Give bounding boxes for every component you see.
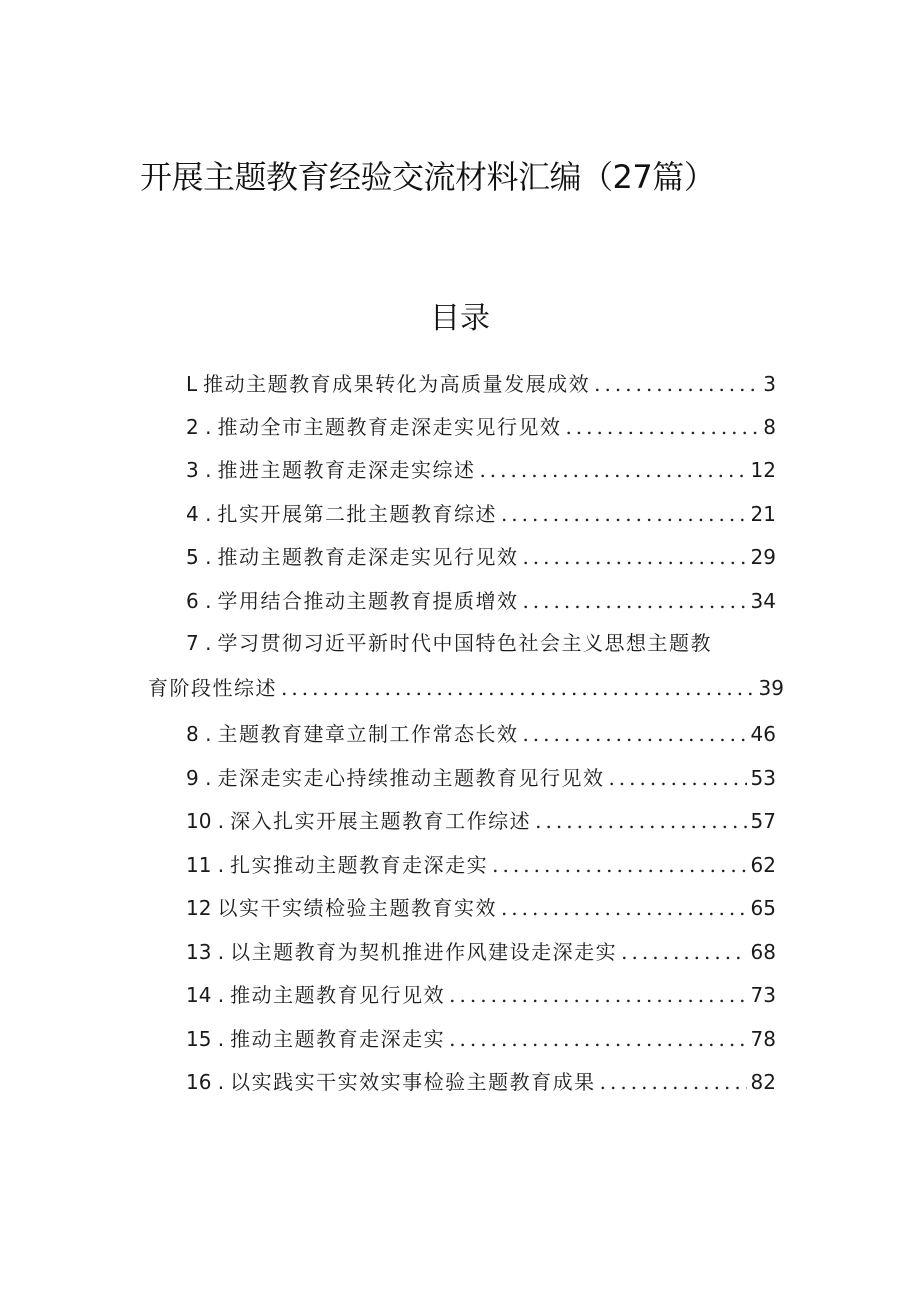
- toc-entry-title: 以实干实绩检验主题教育实效: [217, 896, 497, 920]
- toc-dot-leader: [535, 809, 746, 833]
- toc-dot-leader: [522, 545, 746, 569]
- toc-entry-title: 深入扎实开展主题教育工作综述: [230, 809, 532, 833]
- toc-entry-number: 7 .: [186, 631, 212, 655]
- toc-entry-number: 12: [186, 896, 212, 920]
- toc-dot-leader: [479, 458, 746, 482]
- toc-entry-number: 6 .: [186, 589, 212, 613]
- toc-entry-page: 78: [750, 1027, 776, 1051]
- toc-entry-title: 推动主题教育走深走实: [230, 1027, 446, 1051]
- toc-entry-3[interactable]: [186, 454, 776, 484]
- toc-entry-14[interactable]: [186, 979, 776, 1009]
- toc-entry-2[interactable]: [186, 411, 776, 441]
- toc-entry-number: 16 .: [186, 1070, 225, 1094]
- toc-entry-title: 推动主题教育成果转化为高质量发展成效: [203, 372, 591, 396]
- toc-dot-leader: [281, 676, 755, 700]
- toc-entry-5[interactable]: [186, 541, 776, 571]
- toc-dot-leader: [449, 983, 746, 1007]
- toc-entry-10[interactable]: [186, 805, 776, 835]
- toc-entry-page: 73: [750, 983, 776, 1007]
- toc-entry-title: 扎实推动主题教育走深走实: [230, 853, 489, 877]
- toc-dot-leader: [522, 589, 746, 613]
- toc-dot-leader: [621, 940, 746, 964]
- toc-dot-leader: [594, 372, 759, 396]
- toc-entry-number: 3 .: [186, 458, 212, 482]
- toc-dot-leader: [449, 1027, 746, 1051]
- toc-entry-number: 9 .: [186, 766, 212, 790]
- toc-dot-leader: [600, 1070, 747, 1094]
- toc-heading: 目录: [430, 301, 490, 336]
- toc-entry-page: 62: [750, 853, 776, 877]
- toc-entry-title: 推动主题教育走深走实见行见效: [217, 545, 519, 569]
- toc-entry-7[interactable]: [186, 627, 712, 656]
- toc-entry-number: 8 .: [186, 722, 212, 746]
- toc-entry-title: 推动主题教育见行见效: [230, 983, 446, 1007]
- toc-entry-page: 57: [750, 809, 776, 833]
- toc-entry-11[interactable]: [186, 849, 776, 879]
- toc-entry-8[interactable]: [186, 718, 776, 748]
- toc-entry-page: 53: [750, 766, 776, 790]
- toc-entry-number: 4 .: [186, 502, 212, 526]
- toc-entry-number: 5 .: [186, 545, 212, 569]
- toc-entry-page: 39: [758, 676, 784, 700]
- toc-entry-title: 以主题教育为契机推进作风建设走深走实: [230, 940, 618, 964]
- toc-entry-number: 14 .: [186, 983, 225, 1007]
- toc-entry-number: 10 .: [186, 809, 225, 833]
- toc-entry-title: 主题教育建章立制工作常态长效: [217, 722, 519, 746]
- toc-entry-page: 46: [750, 722, 776, 746]
- toc-dot-leader: [492, 853, 746, 877]
- toc-entry-4[interactable]: [186, 498, 776, 528]
- toc-dot-leader: [522, 722, 746, 746]
- document-title: 开展主题教育经验交流材料汇编（27篇）: [140, 158, 716, 196]
- toc-entry-title: 学习贯彻习近平新时代中国特色社会主义思想主题教: [217, 631, 712, 655]
- toc-entry-number: L: [186, 372, 198, 396]
- toc-entry-page: 68: [750, 940, 776, 964]
- toc-entry-7-continued[interactable]: [148, 672, 784, 701]
- toc-entry-title: 扎实开展第二批主题教育综述: [217, 502, 497, 526]
- toc-entry-page: 8: [763, 415, 776, 439]
- toc-entry-number: 2 .: [186, 415, 212, 439]
- toc-entry-page: 21: [750, 502, 776, 526]
- toc-entry-page: 12: [750, 458, 776, 482]
- toc-entry-page: 3: [763, 372, 776, 396]
- toc-entry-15[interactable]: [186, 1023, 776, 1053]
- toc-entry-page: 34: [750, 589, 776, 613]
- toc-entry-16[interactable]: [186, 1066, 776, 1096]
- toc-entry-6[interactable]: [186, 585, 776, 615]
- toc-entry-page: 82: [750, 1070, 776, 1094]
- toc-entry-number: 13 .: [186, 940, 225, 964]
- toc-entry-1[interactable]: [186, 368, 776, 398]
- toc-entry-page: 65: [750, 896, 776, 920]
- toc-dot-leader: [565, 415, 759, 439]
- toc-entry-title-continued: 育阶段性综述: [148, 676, 277, 700]
- toc-dot-leader: [608, 766, 746, 790]
- toc-entry-page: 29: [750, 545, 776, 569]
- toc-entry-13[interactable]: [186, 936, 776, 966]
- toc-dot-leader: [501, 502, 747, 526]
- toc-entry-title: 推进主题教育走深走实综述: [217, 458, 476, 482]
- toc-entry-number: 11 .: [186, 853, 225, 877]
- toc-entry-9[interactable]: [186, 762, 776, 792]
- toc-entry-12[interactable]: [186, 892, 776, 922]
- toc-entry-title: 以实践实干实效实事检验主题教育成果: [230, 1070, 596, 1094]
- toc-entry-title: 走深走实走心持续推动主题教育见行见效: [217, 766, 605, 790]
- toc-dot-leader: [501, 896, 747, 920]
- toc-entry-title: 学用结合推动主题教育提质增效: [217, 589, 519, 613]
- toc-entry-number: 15 .: [186, 1027, 225, 1051]
- toc-entry-title: 推动全市主题教育走深走实见行见效: [217, 415, 562, 439]
